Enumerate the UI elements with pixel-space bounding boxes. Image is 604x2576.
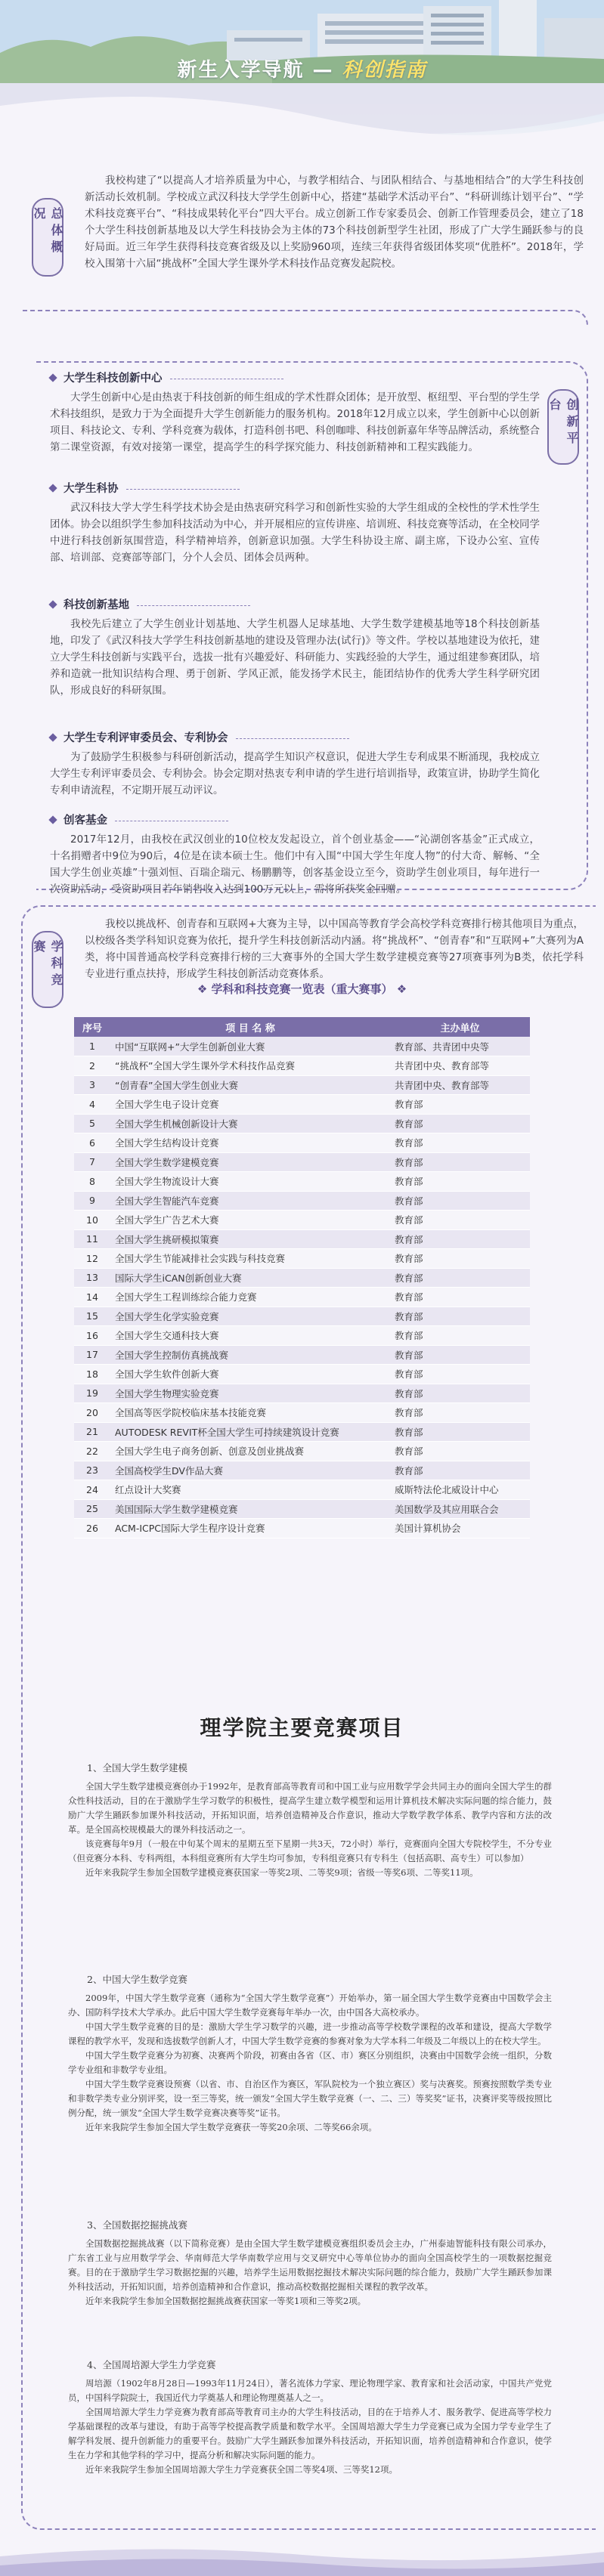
cell-no: 4 [74,1095,110,1115]
cell-no: 22 [74,1442,110,1461]
cell-name: 全国大学生挑研模拟策赛 [110,1229,390,1249]
table-row [74,1249,530,1269]
cell-no: 20 [74,1403,110,1423]
cell-name: 全国大学生交通科技大赛 [110,1326,390,1346]
cell-organizer: 共青团中央、教育部等 [390,1075,530,1095]
item-paragraph: 中国大学生数学竞赛的目的是：激励大学生学习数学的兴趣，进一步推动高等学校数学课程的改革和建设，提高大学数学课程的教学水平，发现和选拔数学创新人才，中国大学生数学竞赛的参赛对象为大学本科二年级及二年级以上的在校大学生。 [68,2021,552,2046]
side-label-competitions: 学科竞赛 [32,931,63,1008]
text-innovation-center: 大学生创新中心是由热衷于科技创新的师生组成的学术性群众团体；是开放型、枢纽型、平台型的学生学术科技组织，是致力于为全面提升大学生创新能力的服务机构。2018年12月成立以来，学生创新中心以创新项目、科技论文、专利、学科竞赛为载体，打造科创书吧、科创咖啡、科技创新嘉年华等品牌活动，系统整合第二课堂资源，有效对接第一课堂，提高学生的科学探究能力、科技创新精神和工程实践能力。 [50,391,540,453]
cell-organizer: 教育部 [390,1211,530,1230]
competitions-table [74,1017,530,1538]
table-row [74,1114,530,1133]
cell-no: 13 [74,1268,110,1288]
item-heading: 1、全国大学生数学建模 [87,1762,187,1774]
cell-organizer: 美国计算机协会 [390,1519,530,1538]
footer-waves [0,2543,604,2576]
item-paragraph: 中国大学生数学竞赛分为初赛、决赛两个阶段，初赛由各省（区、市）赛区分别组织，决赛由中国数学会统一组织，分数学专业组和非数学专业组。 [68,2050,552,2075]
cell-name: “挑战杯”全国大学生课外学术科技作品竞赛 [110,1056,390,1076]
cell-no: 2 [74,1056,110,1076]
table-row [74,1172,530,1192]
cell-name: AUTODESK REVIT杯全国大学生可持续建筑设计竞赛 [110,1422,390,1442]
heading-patent-committee: 大学生专利评审委员会、专利协会 [47,730,228,747]
column-header-organizer: 主办单位 [390,1017,530,1037]
cell-no: 26 [74,1519,110,1538]
cell-no: 17 [74,1345,110,1365]
cell-organizer: 教育部 [390,1229,530,1249]
cell-no: 25 [74,1499,110,1519]
item-paragraph: 全国数据挖掘挑战赛（以下简称竞赛）是由全国大学生数学建模竞赛组织委员会主办，广州泰迪智能科技有限公司承办，广东省工业与应用数学学会、华南师范大学华南数学应用与交叉研究中心等单位协办的面向全国高校学生的一项数据挖掘竞赛。目的在于激励学生学习数据挖掘的兴趣，培养学生运用数据挖掘技术解决实际问题的综合能力，鼓励广大学生踊跃参加课外科技活动，开拓知识面，培养创造精神和合作意识，推动高校数据挖掘相关课程的教学改革。 [68,2238,552,2292]
table-row [74,1461,530,1480]
cell-no: 3 [74,1075,110,1095]
cell-no: 23 [74,1461,110,1480]
cell-name: 全国高校学生DV作品大赛 [110,1461,390,1480]
section-divider [23,310,588,325]
header-banner [0,0,604,170]
cell-name: 全国大学生化学实验竞赛 [110,1307,390,1326]
cell-name: 全国高等医学院校临床基本技能竞赛 [110,1403,390,1423]
item-paragraph: 近年来我院学生参加全国数据挖掘挑战赛获国家一等奖1项和三等奖2项。 [85,2296,367,2306]
table-row [74,1345,530,1365]
table-row [74,1133,530,1153]
table-row [74,1191,530,1211]
science-item-1 [68,1761,552,1880]
cell-no: 5 [74,1114,110,1133]
table-row [74,1384,530,1403]
item-heading: 3、全国数据挖掘挑战赛 [87,2219,187,2231]
cell-name: 全国大学生数学建模竞赛 [110,1152,390,1172]
cell-name: 全国大学生物流设计大赛 [110,1172,390,1192]
table-row [74,1519,530,1538]
table-row [74,1403,530,1423]
table-title-icon: ❖ [197,982,212,996]
side-label-overview: 总体概况 [32,198,63,277]
cell-organizer: 教育部 [390,1442,530,1461]
heading-student-association: 大学生科协 [47,481,119,497]
cell-no: 11 [74,1229,110,1249]
cell-organizer: 共青团中央、教育部等 [390,1056,530,1076]
cell-organizer: 教育部 [390,1461,530,1480]
table-row [74,1229,530,1249]
text-maker-fund: 2017年12月，由我校在武汉创业的10位校友发起设立，首个创业基金——“沁湖创客基金”正式成立，十名捐赠者中9位为90后，4位是在读本硕士生。他们中有入围“中国大学生年度人物”的付大奇、解畅、“全国大学生创业英雄”十强刘恒、百瑞企瑞元、杨鹏鹏等，创客基金设立至今，资助学生创业项目，每年进行一次资助活动，受资助项目若年销售收入达到100万元以上，需将所获奖金回赠。 [50,833,540,895]
cell-name: 红点设计大奖赛 [110,1480,390,1500]
heading-innovation-center: 大学生科技创新中心 [47,370,163,387]
science-item-3 [68,2218,552,2309]
table-row [74,1211,530,1230]
cell-organizer: 教育部 [390,1288,530,1307]
text-patent-committee: 为了鼓励学生积极参与科研创新活动，提高学生知识产权意识，促进大学生专利成果不断涌现，我校成立大学生专利评审委员会、专利协会。协会定期对热衷专利申请的学生进行培训指导，政策宣讲，协助学生简化专利申请流程，不定期开展互动评议。 [50,751,540,796]
cell-no: 16 [74,1326,110,1346]
cell-name: 全国大学生软件创新大赛 [110,1365,390,1384]
table-row [74,1480,530,1500]
table-row [74,1422,530,1442]
cell-no: 7 [74,1152,110,1172]
cell-organizer: 教育部 [390,1307,530,1326]
cell-name: “创青春”全国大学生创业大赛 [110,1075,390,1095]
cell-organizer: 教育部 [390,1191,530,1211]
cell-name: 全国大学生物理实验竞赛 [110,1384,390,1403]
cell-no: 24 [74,1480,110,1500]
cell-organizer: 美国数学及其应用联合会 [390,1499,530,1519]
cell-name: 全国大学生控制仿真挑战赛 [110,1345,390,1365]
science-section-title: 理学院主要竞赛项目 [200,1715,404,1740]
heading-innovation-base: 科技创新基地 [47,597,129,614]
cell-organizer: 教育部 [390,1422,530,1442]
cell-no: 12 [74,1249,110,1269]
item-paragraph: 周培源（1902年8月28日—1993年11月24日），著名流体力学家、理论物理学家、教育家和社会活动家，中国共产党党员，中国科学院院士，我国近代力学奠基人和理论物理奠基人之一。 [68,2378,552,2403]
column-header-name: 项 目 名 称 [110,1017,390,1037]
cell-name: 全国大学生机械创新设计大赛 [110,1114,390,1133]
cell-name: 全国大学生电子商务创新、创意及创业挑战赛 [110,1442,390,1461]
table-row [74,1095,530,1115]
cell-organizer: 威斯特法伦北威设计中心 [390,1480,530,1500]
text-student-association: 武汉科技大学大学生科学技术协会是由热衷研究科学习和创新性实验的大学生组成的全校性的学术性学生团体。协会以组织学生参加科技活动为中心，并开展相应的宣传讲座、培训班、科技竞赛等活动，在全校同学中进行科技创新氛围营造，科学精神培养，创新意识加强。大学生科协设主席、副主席，下设办公室、宣传部、培训部、竞赛部等部门，分个人会员、团体会员两种。 [50,502,540,564]
cell-name: 全国大学生广告艺术大赛 [110,1211,390,1230]
cell-organizer: 教育部 [390,1345,530,1365]
cell-name: 全国大学生结构设计竞赛 [110,1133,390,1153]
table-row [74,1037,530,1056]
table-header-row [74,1017,530,1037]
cell-no: 19 [74,1384,110,1403]
cell-organizer: 教育部 [390,1114,530,1133]
item-heading: 4、全国周培源大学生力学竞赛 [87,2359,216,2370]
cell-name: 中国“互联网+”大学生创新创业大赛 [110,1037,390,1056]
cell-name: 国际大学生iCAN创新创业大赛 [110,1268,390,1288]
cell-no: 1 [74,1037,110,1056]
cell-no: 10 [74,1211,110,1230]
cell-no: 8 [74,1172,110,1192]
competitions-text: 我校以挑战杯、创青春和互联网+大赛为主导，以中国高等教育学会高校学科竞赛排行榜其他项目为重点，以校级各类学科知识竞赛为依托，提升学生科技创新活动内涵。将“挑战杯”、“创青春”和“互联网+”大赛列为A类，将中国普通高校学科竞赛排行榜的三大赛事外的全国大学生数学建模竞赛等27项赛事列为B类，依托学科专业进行重点扶持，形成学生科技创新活动竞赛体系。 [85,918,584,980]
cell-no: 18 [74,1365,110,1384]
table-row [74,1075,530,1095]
cell-no: 14 [74,1288,110,1307]
item-paragraph: 近年来我院学生参加全国周培源大学生力学竞赛获全国二等奖4项、三等奖12项。 [85,2464,398,2475]
cell-organizer: 教育部 [390,1152,530,1172]
cell-name: 全国大学生节能减排社会实践与科技竞赛 [110,1249,390,1269]
item-paragraph: 全国大学生数学建模竞赛创办于1992年，是教育部高等教育司和中国工业与应用数学学会共同主办的面向全国大学生的群众性科技活动，目的在于激励学生学习数学的积极性，提高学生建立数学模型和运用计算机技术解决实际问题的综合能力，鼓励广大学生踊跃参加课外科技活动，开拓知识面，培养创造精神及合作意识，推动大学数学教学体系、教学内容和方法的改革。是全国高校规模最大的课外科技活动之一。 [68,1781,552,1835]
item-paragraph: 2009年，中国大学生数学竞赛（通称为“全国大学生数学竞赛”）开始举办，第一届全国大学生数学竞赛由中国数学会主办、国防科学技术大学承办。此后中国大学生数学竞赛每年举办一次，由中国各大高校承办。 [68,1993,552,2018]
cell-no: 15 [74,1307,110,1326]
item-paragraph: 全国周培源大学生力学竞赛为教育部高等教育司主办的大学生科技活动，目的在于培养人才、服务教学、促进高等学校力学基础课程的改革与建设，有助于高等学校提高教学质量和数学水平。全国周培源大学生力学竞赛已成为全国力学专业学生了解学科发展、提升创新能力的重要平台。鼓励广大学生踊跃参加课外科技活动，开拓知识面，培养创造精神和合作意识，使学生在力学和其他学科的学习中，提高分析和解决实际问题的能力。 [68,2407,552,2460]
table-title-icon: ❖ [392,982,407,996]
item-paragraph: 该竞赛每年9月（一般在中旬某个周末的星期五至下星期一共3天，72小时）举行，竞赛面向全国大专院校学生，不分专业（但竞赛分本科、专科两组，本科组竞赛所有大学生均可参加，专科组竞赛只有专科生（包括高职、高专生）可以参加） [68,1838,552,1863]
cell-organizer: 教育部 [390,1172,530,1192]
cell-organizer: 教育部、共青团中央等 [390,1037,530,1056]
science-item-4 [68,2358,552,2477]
heading-maker-fund: 创客基金 [47,812,107,829]
table-body [74,1037,530,1538]
cell-name: 全国大学生智能汽车竞赛 [110,1191,390,1211]
table-row [74,1288,530,1307]
cell-organizer: 教育部 [390,1365,530,1384]
item-paragraph: 近年来我院学生参加全国大学生数学竞赛获一等奖20余项、二等奖66余项。 [85,2122,377,2132]
science-item-2 [68,1972,552,2135]
table-row [74,1499,530,1519]
table-title: ❖ 学科和科技竞赛一览表（重大赛事） ❖ [197,982,407,996]
column-header-no: 序号 [74,1017,110,1037]
table-row [74,1326,530,1346]
item-paragraph: 近年来我院学生参加全国数学建模竞赛获国家一等奖2项、二等奖9项；省级一等奖6项、二等奖11项。 [85,1867,479,1878]
cell-no: 9 [74,1191,110,1211]
cell-organizer: 教育部 [390,1095,530,1115]
cell-name: 美国国际大学生数学建模竞赛 [110,1499,390,1519]
cell-organizer: 教育部 [390,1326,530,1346]
cell-organizer: 教育部 [390,1268,530,1288]
text-innovation-base: 我校先后建立了大学生创业计划基地、大学生机器人足球基地、大学生数学建模基地等18个科技创新基地，印发了《武汉科技大学学生科技创新基地的建设及管理办法(试行)》等文件。学校以基地建设为依托，建立大学生科技创新与实践平台，选拔一批有兴趣爱好、科研能力、实践经验的大学生，通过组建参赛团队，培养和造就一批知识结构合理、勇于创新、学风正派，能发扬学术民主，能团结协作的优秀大学生科学研究团队，形成良好的科研氛围。 [50,618,540,697]
table-row [74,1307,530,1326]
cell-name: 全国大学生电子设计竞赛 [110,1095,390,1115]
side-label-platform: 创新平台 [547,389,579,465]
cell-organizer: 教育部 [390,1384,530,1403]
cell-organizer: 教育部 [390,1403,530,1423]
cell-name: ACM-ICPC国际大学生程序设计竞赛 [110,1519,390,1538]
overview-text: 我校构建了“以提高人才培养质量为中心，与教学相结合、与团队相结合、与基地相结合”的大学生科技创新活动长效机制。学校成立武汉科技大学学生创新中心，搭建“基础学术活动平台”、“科研训练计划平台”、“学术科技竞赛平台”、“科技成果转化平台”四大平台。成立创新工作专家委员会、创新工作管理委员会，建立了18个大学生科技创新基地及以大学生科技协会为主体的73个科技创新型学生社团，形成了广大学生踊跃参与的良好局面。近三年学生获得科技竞赛省级及以上奖励960项，连续三年获得省级团体奖项“优胜杯”。2018年，学校入围第十六届“挑战杯”全国大学生课外学术科技作品竞赛发起院校。 [85,175,584,270]
cell-no: 21 [74,1422,110,1442]
table-row [74,1268,530,1288]
cell-name: 全国大学生工程训练综合能力竞赛 [110,1288,390,1307]
table-row [74,1152,530,1172]
decorative-waves [0,83,604,170]
table-row [74,1056,530,1076]
item-heading: 2、中国大学生数学竞赛 [87,1974,187,1985]
cell-no: 6 [74,1133,110,1153]
item-paragraph: 中国大学生数学竞赛设预赛（以省、市、自治区作为赛区，军队院校为一个独立赛区）奖与决赛奖。预赛按照数学类专业和非数学类专业分别评奖，设一至三等奖，统一颁发“全国大学生数学竞赛（一、二、三）等奖奖”证书，决赛评奖等级按照比例分配，统一颁发“全国大学生数学竞赛决赛等奖”证书。 [68,2079,552,2118]
cell-organizer: 教育部 [390,1133,530,1153]
page-title-main: 新生入学导航 — [177,59,342,82]
table-row [74,1442,530,1461]
cell-organizer: 教育部 [390,1249,530,1269]
table-row [74,1365,530,1384]
page-title-accent: 科创指南 [342,59,427,82]
